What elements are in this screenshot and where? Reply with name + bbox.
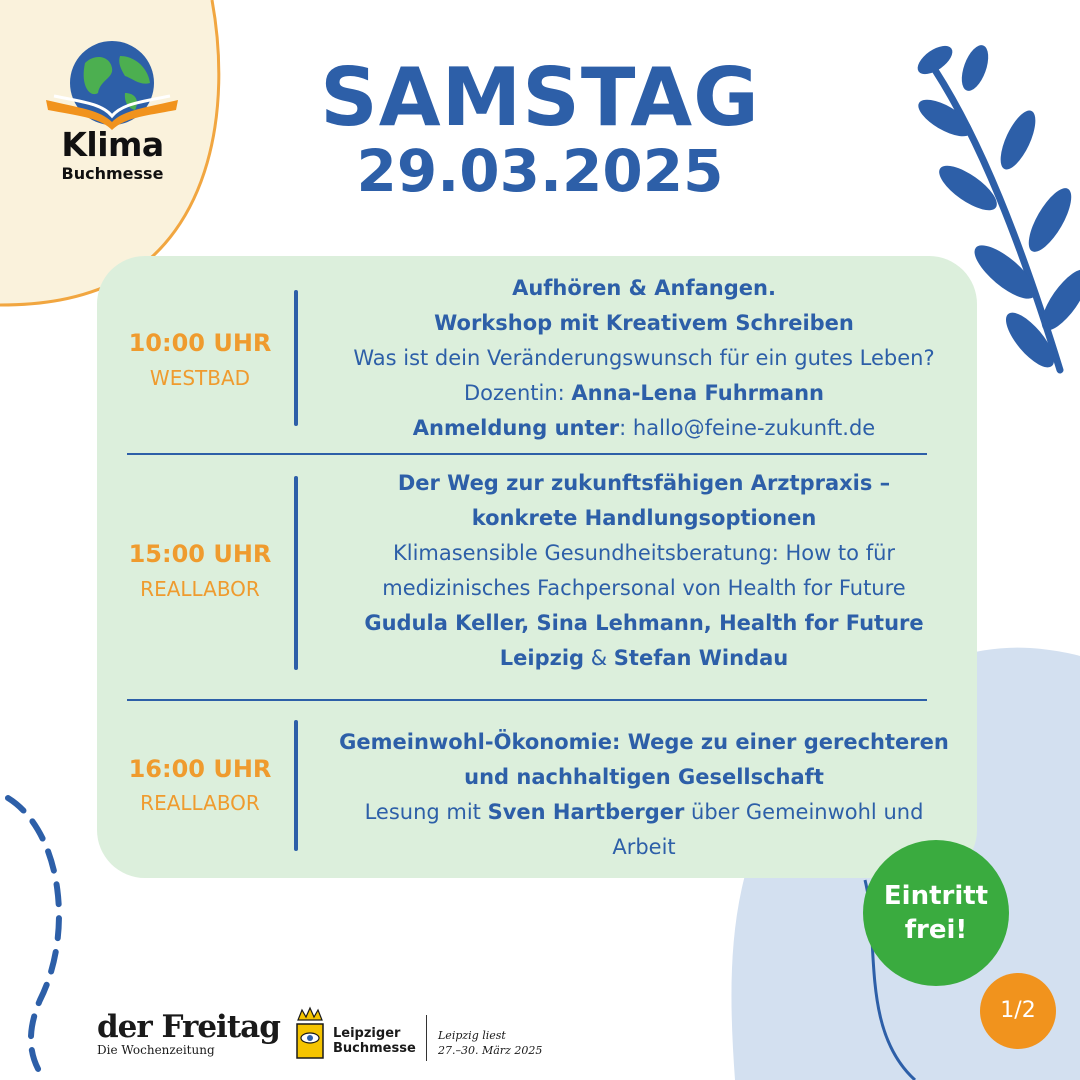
registration-label: Anmeldung unter [412,416,620,440]
event-divider [294,290,298,426]
event-location: REALLABOR [140,791,260,815]
logo-title: Klima [61,125,164,164]
event-title: Aufhören & Anfangen. [512,276,776,300]
lecturer-name: Anna-Lena Fuhrmann [571,381,824,405]
event-separator [127,699,927,701]
page-indicator: 1/2 [980,973,1056,1049]
lbm-crown-book-icon [294,1006,326,1060]
lbm-logo-text: Leipziger Buchmesse [333,1026,416,1056]
event-divider [294,720,298,851]
event-title: Der Weg zur zukunftsfähigen Arztpraxis – [397,471,891,495]
event-description [308,271,980,446]
free-entry-badge [863,840,1009,986]
event-text: Klimasensible Gesundheitsberatung: How to für [392,541,896,565]
registration-contact: : hallo@feine-zukunft.de [619,416,876,440]
heading-date: 29.03.2025 [356,137,724,205]
event-question: Was ist dein Veränderungswunsch für ein gutes Leben? [353,346,935,370]
event-time: 15:00 UHR [128,540,272,568]
event-registration [308,411,980,446]
event-text: Lesung mit Sven Hartberger über Gemeinwohl und [364,800,924,824]
lbm-tagline: Leipzig liest 27.–30. März 2025 [438,1029,543,1057]
event-location: WESTBAD [149,366,251,390]
lecturer-label: Dozentin: [463,381,572,405]
event-speakers: Gudula Keller, Sina Lehmann, Health for Future [364,611,924,635]
event-text: medizinisches Fachpersonal von Health for Future [382,576,906,600]
event-lecturer [308,376,980,411]
event-title: und nachhaltigen Gesellschaft [464,765,824,789]
event-location: REALLABOR [140,577,260,601]
event-divider [294,476,298,670]
dashed-curve [8,798,59,1080]
event-time: 16:00 UHR [128,755,272,783]
logo-subtitle: Buchmesse [61,164,164,183]
freitag-tagline: Die Wochenzeitung [97,1043,215,1057]
event-title: Workshop mit Kreativem Schreiben [434,311,854,335]
event-title: Gemeinwohl-Ökonomie: Wege zu einer gerechteren [339,730,949,754]
event-text: Arbeit [612,835,676,859]
lbm-separator [426,1015,427,1061]
event-separator [127,453,927,455]
event-description [308,725,980,865]
event-description [308,466,980,676]
badge-line: Eintritt [883,881,989,911]
event-title: konkrete Handlungsoptionen [471,506,817,530]
event-time: 10:00 UHR [128,329,272,357]
heading-day: SAMSTAG [320,51,760,144]
freitag-logo: der Freitag [97,1009,280,1045]
event-speakers: Leipzig & Stefan Windau [499,646,789,670]
badge-line: frei! [904,915,968,945]
